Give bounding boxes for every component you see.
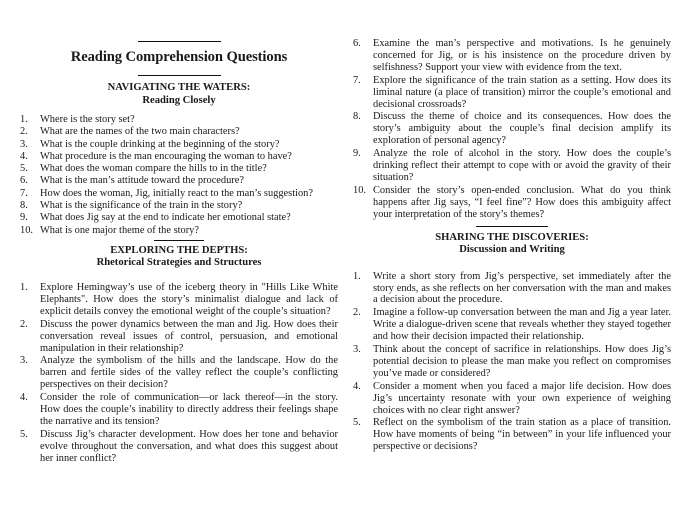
list-item <box>353 38 671 74</box>
question-number: 8. <box>20 200 28 212</box>
question-text: What is one major theme of the story? <box>40 224 199 236</box>
question-text: How does the woman, Jig, initially react to the man’s suggestion? <box>40 187 313 199</box>
list-item <box>20 175 338 187</box>
question-number: 1. <box>353 270 361 282</box>
question-number: 4. <box>20 150 28 162</box>
list-item <box>353 148 671 184</box>
question-number: 7. <box>353 74 361 86</box>
question-number: 3. <box>20 355 28 367</box>
section1-subheading: Reading Closely <box>142 94 216 106</box>
question-number: 2. <box>20 126 28 138</box>
question-number: 5. <box>20 428 28 440</box>
section2-heading: EXPLORING THE DEPTHS: <box>110 244 248 256</box>
question-text: What is the couple drinking at the beginning of the story? <box>40 138 280 150</box>
section3-question-list <box>353 271 671 454</box>
question-text: Where is the story set? <box>40 114 135 125</box>
question-text: Consider the story’s open-ended conclusion. What do you think happens after Jig says, “I feel fine”? How does this ambiguity affect your interpretation of the story’s themes? <box>373 184 671 220</box>
section2-question-list-right <box>353 38 671 221</box>
question-number: 7. <box>20 187 28 199</box>
left-column <box>20 0 338 465</box>
question-number: 10. <box>20 224 33 236</box>
question-text: Analyze the symbolism of the hills and the landscape. How do the barren and fertile sides of the valley reflect the couple’s conflicting perspectives on their decision? <box>40 355 338 391</box>
question-text: Discuss the theme of choice and its consequences. How does the story’s ambiguity about the couple’s final decision amplify its exploration of personal agency? <box>373 111 671 147</box>
question-text: Think about the concept of sacrifice in relationships. How does Jig’s potential decision to please the man make you reflect on compromises you’ve made or considered? <box>373 344 671 379</box>
list-item <box>20 126 338 138</box>
list-item <box>353 185 671 221</box>
list-item <box>20 429 338 465</box>
list-item <box>20 200 338 212</box>
question-text: Analyze the role of alcohol in the story. How does the couple’s drinking reflect their attempt to cope with or avoid the gravity of their situation? <box>373 148 671 183</box>
question-text: Reflect on the symbolism of the train station as a place of transition. How have moments of being “in between” in your life influenced your perspective or decisions? <box>373 417 671 453</box>
question-number: 6. <box>353 38 361 49</box>
question-text: Discuss Jig’s character development. How does her tone and behavior evolve throughout the conversation, and what does this suggest about her inner conflict? <box>40 428 338 464</box>
section2-subheading: Rhetorical Strategies and Structures <box>96 257 262 269</box>
question-text: Consider a moment when you faced a major life decision. How does Jig’s uncertainty resonate with your own experience of weighing choices with no clear right answer? <box>373 380 671 416</box>
question-number: 10. <box>353 184 366 196</box>
section3-rule <box>476 226 548 227</box>
section1-heading: NAVIGATING THE WATERS: <box>107 82 251 93</box>
question-number: 8. <box>353 111 361 123</box>
list-item <box>20 282 338 318</box>
list-item <box>353 111 671 147</box>
list-item <box>353 271 671 307</box>
list-item <box>20 319 338 355</box>
title-rule-top <box>138 41 221 42</box>
section3-heading: SHARING THE DISCOVERIES: <box>435 231 589 243</box>
list-item <box>20 163 338 175</box>
question-number: 9. <box>20 212 28 224</box>
question-number: 5. <box>20 163 28 175</box>
question-text: Explore the significance of the train station as a setting. How does its liminal nature (a place of transition) mirror the couple’s emotional and decisional crossroads? <box>373 74 671 110</box>
question-number: 4. <box>20 392 28 404</box>
question-number: 4. <box>353 380 361 392</box>
question-text: What does the woman compare the hills to in the title? <box>40 163 267 175</box>
question-number: 1. <box>20 114 28 125</box>
list-item <box>353 75 671 111</box>
list-item <box>20 225 338 237</box>
list-item <box>353 381 671 417</box>
question-text: What is the man’s attitude toward the procedure? <box>40 175 244 187</box>
question-number: 3. <box>353 344 361 356</box>
question-text: Examine the man’s perspective and motivations. Is he genuinely concerned for Jig, or is his insistence on the procedure driven by selfishness? Support your view with evidence from the text. <box>373 38 671 73</box>
question-number: 1. <box>20 281 28 293</box>
question-text: What procedure is the man encouraging the woman to have? <box>40 150 292 162</box>
question-number: 6. <box>20 175 28 187</box>
list-item <box>20 114 338 126</box>
question-number: 2. <box>353 307 361 319</box>
section1-question-list <box>20 114 338 237</box>
list-item <box>353 417 671 453</box>
page-title: Reading Comprehension Questions <box>70 49 288 65</box>
question-text: Explore Hemingway’s use of the iceberg theory in "Hills Like White Elephants". How does the story’s minimalist dialogue and lack of explicit details convey the emotional weight of the couple’s situation? <box>40 281 338 317</box>
list-item <box>353 307 671 343</box>
question-text: Write a short story from Jig’s perspective, set immediately after the story ends, as she reflects on her conversation with the man and makes a decision about the procedure. <box>373 270 671 306</box>
question-number: 5. <box>353 417 361 429</box>
question-text: What does Jig say at the end to indicate her emotional state? <box>40 212 291 224</box>
list-item <box>20 392 338 428</box>
question-number: 2. <box>20 318 28 330</box>
question-number: 3. <box>20 138 28 150</box>
right-column <box>353 0 671 453</box>
list-item <box>20 355 338 391</box>
title-rule-bottom <box>138 75 221 76</box>
section2-question-list-left <box>20 282 338 465</box>
list-item <box>353 344 671 380</box>
list-item <box>20 151 338 163</box>
question-text: Consider the role of communication—or lack thereof—in the story. How does the couple’s inability to directly address their feelings shape the narrative and its tension? <box>40 392 338 427</box>
question-text: What is the significance of the train in the story? <box>40 200 243 212</box>
section2-rule <box>154 240 204 241</box>
question-number: 9. <box>353 148 361 160</box>
question-text: Discuss the power dynamics between the man and Jig. How does their conversation reveal issues of control, persuasion, and emotional manipulation in their relationship? <box>40 318 338 354</box>
question-text: What are the names of the two main characters? <box>40 126 240 138</box>
section3-subheading: Discussion and Writing <box>459 244 565 256</box>
list-item <box>20 212 338 224</box>
question-text: Imagine a follow-up conversation between the man and Jig a year later. Write a dialogue-driven scene that reveals whether they stayed together and how their decision impacted their relationship. <box>373 307 671 343</box>
list-item <box>20 188 338 200</box>
list-item <box>20 139 338 151</box>
